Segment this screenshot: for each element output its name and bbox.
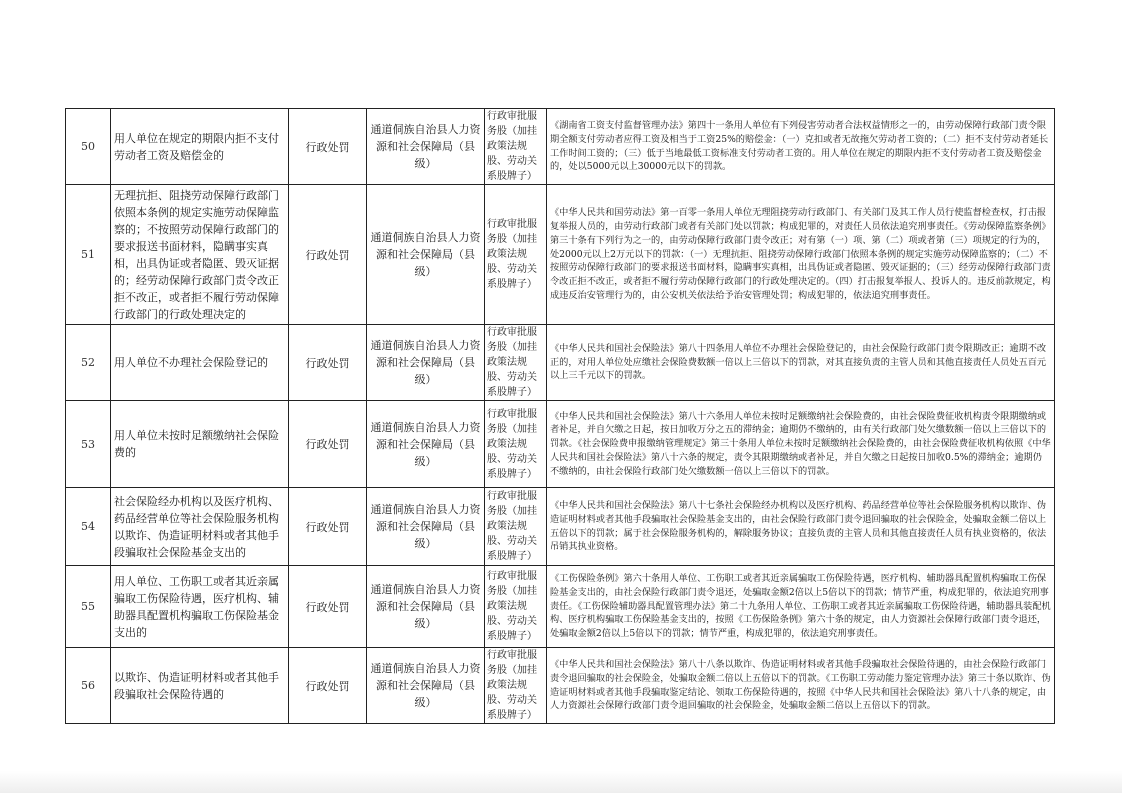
legal-basis <box>547 401 1055 488</box>
row-number: 55 <box>66 566 111 648</box>
item-name: 用人单位在规定的期限内拒不支付劳动者工资及赔偿金的 <box>111 109 289 185</box>
legal-basis <box>547 488 1055 566</box>
implementing-department: 通道侗族自治县人力资源和社会保障局（县级） <box>367 185 485 325</box>
item-name <box>111 488 289 566</box>
row-number: 56 <box>66 648 111 724</box>
table-row <box>66 401 1055 488</box>
implementing-department: 通道侗族自治县人力资源和社会保障局（县级） <box>367 401 485 488</box>
item-category: 行政处罚 <box>289 566 367 648</box>
implementing-department: 通道侗族自治县人力资源和社会保障局（县级） <box>367 488 485 566</box>
responsible-unit: 行政审批服务股（加挂政策法规股、劳动关系股牌子） <box>485 185 547 325</box>
legal-basis <box>547 325 1055 401</box>
item-name-text: 社会保险经办机构以及医疗机构、药品经营单位等社会保险服务机构以欺诈、伪造证明材料或者其他手段骗取社会保险基金支出的 <box>114 494 279 559</box>
table-row <box>66 488 1055 566</box>
item-name <box>111 185 289 325</box>
item-name: 用人单位未按时足额缴纳社会保险费的 <box>111 401 289 488</box>
row-number: 50 <box>66 109 111 185</box>
legal-basis-text: 《中华人民共和国社会保险法》第八十六条用人单位未按时足额缴纳社会保险费的，由社会保险费征收机构责令限期缴纳或者补足，并自欠缴之日起，按日加收万分之五的滞纳金；逾期仍不缴纳的，由有关行政部门处欠缴数额一倍以上三倍以下的罚款。《社会保险费申报缴纳管理规定》第三十条用人单位未按时足额缴纳社会保险费的，由社会保险费征收机构依照《中华人民共和国社会保险法》第八十六条的规定，责令其限期缴纳或者补足，并自欠缴之日起按日加收0.5%的滞纳金；逾期仍不缴纳的，由社会保险行政部门处欠缴数额一倍以上三倍以下的罚款。 <box>550 410 1051 477</box>
legal-basis-text: 《中华人民共和国社会保险法》第八十八条以欺诈、伪造证明材料或者其他手段骗取社会保险待遇的，由社会保险行政部门责令退回骗取的社会保险金，处骗取金额二倍以上五倍以下的罚款。《工伤职工劳动能力鉴定管理办法》第三十条以欺诈、伪造证明材料或者其他手段骗取鉴定结论、领取工伤保险待遇的，按照《中华人民共和国社会保险法》第八十八条的规定，由人力资源社会保障行政部门责令退回骗取的社会保险金，处骗取金额二倍以上五倍以下的罚款。 <box>550 658 1051 712</box>
row-number: 53 <box>66 401 111 488</box>
responsible-unit: 行政审批服务股（加挂政策法规股、劳动关系股牌子） <box>485 648 547 724</box>
row-number: 51 <box>66 185 111 325</box>
responsible-unit: 行政审批服务股（加挂政策法规股、劳动关系股牌子） <box>485 109 547 185</box>
table-row <box>66 185 1055 325</box>
item-category: 行政处罚 <box>289 488 367 566</box>
legal-basis-text: 《中华人民共和国劳动法》第一百零一条用人单位无理阻挠劳动行政部门、有关部门及其工作人员行使监督检查权，打击报复举报人员的，由劳动行政部门或者有关部门处以罚款；构成犯罪的，对责任人员依法追究刑事责任。《劳动保障监察条例》第三十条有下列行为之一的，由劳动保障行政部门责令改正；对有第（一）项、第（二）项或者第（三）项规定的行为的，处2000元以上2万元以下的罚款：（一）无理抗拒、阻挠劳动保障行政部门依照本条例的规定实施劳动保障监察的；（二）不按照劳动保障行政部门的要求报送书面材料，隐瞒事实真相，出具伪证或者隐匿、毁灭证据的；（三）经劳动保障行政部门责令改正拒不改正，或者拒不履行劳动保障行政部门的行政处理决定的。（四）打击报复举报人、投诉人的。违反前款规定，构成违反治安管理行为的，由公安机关依法给予治安管理处罚；构成犯罪的，依法追究刑事责任。 <box>550 207 1051 301</box>
implementing-department: 通道侗族自治县人力资源和社会保障局（县级） <box>367 648 485 724</box>
legal-basis-text: 《工伤保险条例》第六十条用人单位、工伤职工或者其近亲属骗取工伤保险待遇，医疗机构、辅助器具配置机构骗取工伤保险基金支出的，由社会保险行政部门责令退还，处骗取金额2倍以上5倍以下的罚款；情节严重，构成犯罪的，依法追究刑事责任。《工伤保险辅助器具配置管理办法》第二十九条用人单位、工伤职工或者其近亲属骗取工伤保险待遇，辅助器具装配机构、医疗机构骗取工伤保险基金支出的，按照《工伤保险条例》第六十条的规定，由人力资源社会保障行政部门责令退还，处骗取金额2倍以上5倍以下的罚款；情节严重，构成犯罪的，依法追究刑事责任。 <box>550 573 1051 640</box>
legal-basis-text: 《中华人民共和国社会保险法》第八十七条社会保险经办机构以及医疗机构、药品经营单位等社会保险服务机构以欺诈、伪造证明材料或者其他手段骗取社会保险基金支出的，由社会保险行政部门责令退回骗取的社会保险金，处骗取金额二倍以上五倍以下的罚款；属于社会保险服务机构的，解除服务协议；直接负责的主管人员和其他直接责任人员有执业资格的，依法吊销其执业资格。 <box>550 499 1047 553</box>
responsible-unit: 行政审批服务股（加挂政策法规股、劳动关系股牌子） <box>485 401 547 488</box>
implementing-department: 通道侗族自治县人力资源和社会保障局（县级） <box>367 325 485 401</box>
responsible-unit: 行政审批服务股（加挂政策法规股、劳动关系股牌子） <box>485 325 547 401</box>
implementing-department: 通道侗族自治县人力资源和社会保障局（县级） <box>367 566 485 648</box>
table-row <box>66 566 1055 648</box>
item-name: 以欺诈、伪造证明材料或者其他手段骗取社会保险待遇的 <box>111 648 289 724</box>
legal-basis-text: 《湖南省工资支付监督管理办法》第四十一条用人单位有下列侵害劳动者合法权益情形之一的，由劳动保障行政部门责令限期全额支付劳动者应得工资及相当于工资25%的赔偿金：（一）克扣或者无故拖欠劳动者工资的；（二）拒不支付劳动者延长工作时间工资的；（三）低于当地最低工资标准支付劳动者工资的。用人单位在规定的期限内拒不支付劳动者工资及赔偿金的，处以5000元以上30000元以下的罚款。 <box>550 119 1049 173</box>
item-category: 行政处罚 <box>289 648 367 724</box>
legal-basis <box>547 566 1055 648</box>
table-row <box>66 325 1055 401</box>
legal-basis <box>547 648 1055 724</box>
responsible-unit: 行政审批服务股（加挂政策法规股、劳动关系股牌子） <box>485 488 547 566</box>
item-category: 行政处罚 <box>289 401 367 488</box>
row-number: 54 <box>66 488 111 566</box>
item-category: 行政处罚 <box>289 109 367 185</box>
page-bottom-edge <box>0 771 1122 793</box>
item-name-text: 无理抗拒、阻挠劳动保障行政部门依照本条例的规定实施劳动保障监察的；不按照劳动保障行政部门的要求报送书面材料，隐瞒事实真相，出具伪证或者隐匿、毁灭证据的；经劳动保障行政部门责令改正拒不改正，或者拒不履行劳动保障行政部门的行政处理决定的 <box>114 188 279 321</box>
legal-basis <box>547 109 1055 185</box>
enforcement-table <box>65 108 1055 724</box>
item-category: 行政处罚 <box>289 185 367 325</box>
responsible-unit: 行政审批服务股（加挂政策法规股、劳动关系股牌子） <box>485 566 547 648</box>
row-number: 52 <box>66 325 111 401</box>
item-category: 行政处罚 <box>289 325 367 401</box>
table-row <box>66 109 1055 185</box>
implementing-department: 通道侗族自治县人力资源和社会保障局（县级） <box>367 109 485 185</box>
item-name: 用人单位、工伤职工或者其近亲属骗取工伤保险待遇，医疗机构、辅助器具配置机构骗取工伤保险基金支出的 <box>111 566 289 648</box>
table-row <box>66 648 1055 724</box>
legal-basis-text: 《中华人民共和国社会保险法》第八十四条用人单位不办理社会保险登记的，由社会保险行政部门责令限期改正；逾期不改正的，对用人单位处应缴社会保险费数额一倍以上三倍以下的罚款，对其直接负责的主管人员和其他直接责任人员处五百元以上三千元以下的罚款。 <box>550 342 1047 382</box>
item-name: 用人单位不办理社会保险登记的 <box>111 325 289 401</box>
legal-basis <box>547 185 1055 325</box>
